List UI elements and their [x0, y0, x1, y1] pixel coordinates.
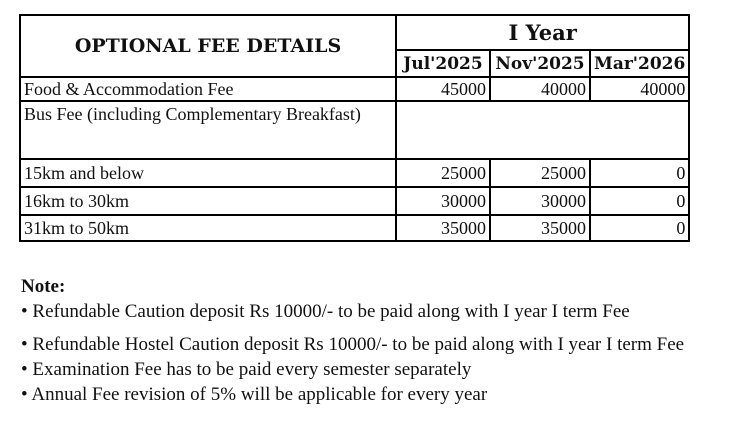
year-header: I Year: [396, 15, 689, 50]
notes-heading: Note:: [21, 276, 66, 297]
fee-value: 45000: [396, 77, 490, 101]
row-label: 15km and below: [20, 159, 396, 187]
fee-value: 35000: [490, 215, 590, 241]
table-row: [20, 159, 689, 187]
note-item: • Examination Fee has to be paid every semester separately: [21, 359, 472, 380]
table-title: OPTIONAL FEE DETAILS: [20, 15, 396, 77]
note-item: • Refundable Hostel Caution deposit Rs 10000/- to be paid along with I year I term Fee: [21, 334, 685, 355]
row-label: 16km to 30km: [20, 187, 396, 215]
fee-value: 25000: [490, 159, 590, 187]
note-item: • Refundable Caution deposit Rs 10000/- to be paid along with I year I term Fee: [21, 301, 630, 322]
table-row: [20, 101, 689, 159]
row-label: Food & Accommodation Fee: [20, 77, 396, 101]
table-row: [20, 77, 689, 101]
table-row: [20, 187, 689, 215]
fee-value: 30000: [396, 187, 490, 215]
table-row: [20, 215, 689, 241]
fee-value: 0: [590, 215, 689, 241]
fee-value: 30000: [490, 187, 590, 215]
note-item: • Annual Fee revision of 5% will be applicable for every year: [21, 384, 488, 405]
row-label: Bus Fee (including Complementary Breakfast): [20, 101, 396, 159]
fee-value: 0: [590, 159, 689, 187]
empty-cell: [396, 101, 689, 159]
optional-fee-table: [19, 14, 690, 242]
fee-value: 40000: [590, 77, 689, 101]
month-header: Jul'2025: [396, 50, 490, 77]
row-label: 31km to 50km: [20, 215, 396, 241]
fee-value: 40000: [490, 77, 590, 101]
fee-value: 35000: [396, 215, 490, 241]
fee-value: 25000: [396, 159, 490, 187]
fee-value: 0: [590, 187, 689, 215]
notes-section: [21, 274, 721, 407]
month-header: Nov'2025: [490, 50, 590, 77]
month-header: Mar'2026: [590, 50, 689, 77]
